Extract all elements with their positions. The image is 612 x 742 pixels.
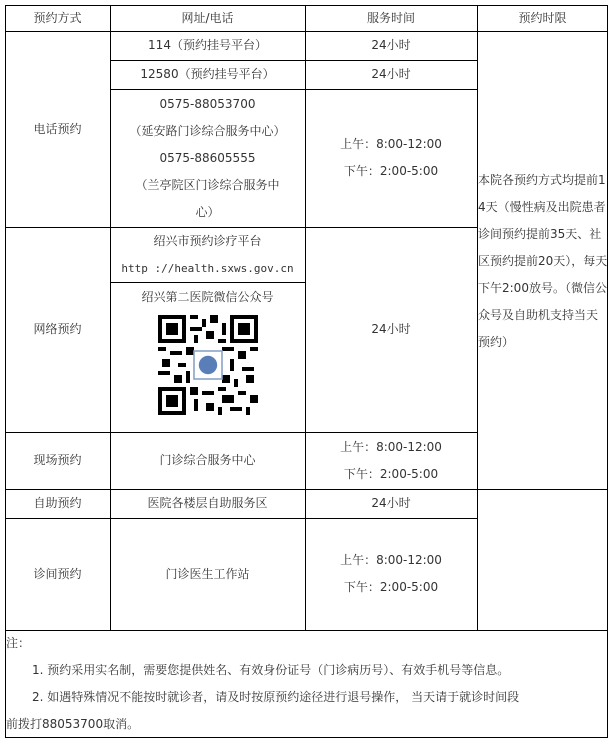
online-platform <box>110 227 305 282</box>
method-clinic <box>5 518 110 630</box>
platform-name: 绍兴市预约诊疗平台 <box>153 233 262 248</box>
notes-section <box>6 630 606 738</box>
note-item-2: 2. 如遇特殊情况不能按时就诊者，请及时按原预约途径进行退号操作， 当天请于就诊时间段 <box>32 690 520 704</box>
phone-lanting-center-cont: 心） <box>195 204 220 219</box>
online-wechat <box>110 282 305 432</box>
phone-time-114 <box>305 31 477 60</box>
method-onsite-label: 现场预约 <box>33 453 82 467</box>
phone-yanan-center: （延安路门诊综合服务中心） <box>129 123 286 138</box>
header-limit-label: 预约时限 <box>518 10 567 25</box>
clinic-place-text: 门诊医生工作站 <box>165 566 250 581</box>
phone-number-yanan: 0575-88053700 <box>159 96 256 111</box>
onsite-place-text: 门诊综合服务中心 <box>159 453 256 467</box>
notes-title: 注： <box>6 636 31 650</box>
qr-code-icon[interactable] <box>158 315 258 415</box>
method-onsite <box>5 432 110 489</box>
header-contact <box>110 5 305 31</box>
self-time <box>305 489 477 518</box>
onsite-hours-pm: 下午：2:00-5:00 <box>343 466 439 481</box>
onsite-time <box>305 432 477 489</box>
note-item-2-cont: 前拨打88053700取消。 <box>6 717 140 731</box>
onsite-place <box>110 432 305 489</box>
online-time <box>305 227 477 432</box>
method-clinic-label: 诊间预约 <box>33 566 82 581</box>
phone-12580-text: 12580（预约挂号平台） <box>140 67 275 81</box>
header-time-label: 服务时间 <box>366 10 415 25</box>
phone-contact-12580 <box>110 60 305 89</box>
header-method-label: 预约方式 <box>33 10 82 25</box>
clinic-hours-am: 上午：8:00-12:00 <box>340 553 442 567</box>
phone-hours-pm: 下午：2:00-5:00 <box>343 164 439 178</box>
header-method <box>5 5 110 31</box>
method-online <box>5 227 110 432</box>
self-hours: 24小时 <box>371 496 411 510</box>
phone-114-time: 24小时 <box>371 38 411 52</box>
wechat-label: 绍兴第二医院微信公众号 <box>141 290 274 304</box>
onsite-hours-am: 上午：8:00-12:00 <box>340 439 442 454</box>
clinic-hours-pm: 下午：2:00-5:00 <box>343 580 439 594</box>
note-item-1: 1. 预约采用实名制，需要您提供姓名、有效身份证号（门诊病历号）、有效手机号等信息。 <box>32 663 510 677</box>
platform-url[interactable]: http ://health.sxws.gov.cn <box>121 261 294 275</box>
phone-contact-centers <box>110 89 305 227</box>
phone-number-lanting: 0575-88605555 <box>159 150 256 165</box>
booking-limit-text: 本院各预约方式均提前14天（慢性病及出院患者诊间预约提前35天、社区预约提前20天），每天下午2:00放号。（微信公众号及自助机支持当天预约） <box>478 173 608 349</box>
phone-hours-am: 上午：8:00-12:00 <box>340 137 442 151</box>
clinic-place <box>110 518 305 630</box>
self-place-text: 医院各楼层自助服务区 <box>147 496 268 510</box>
method-phone <box>5 31 110 227</box>
header-time <box>305 5 477 31</box>
phone-time-12580 <box>305 60 477 89</box>
header-contact-label: 网址/电话 <box>181 10 234 25</box>
method-self-label: 自助预约 <box>33 496 82 510</box>
phone-time-centers <box>305 89 477 227</box>
clinic-time <box>305 518 477 630</box>
method-online-label: 网络预约 <box>33 322 82 336</box>
phone-contact-114 <box>110 31 305 60</box>
self-place <box>110 489 305 518</box>
method-phone-label: 电话预约 <box>33 121 82 136</box>
online-hours: 24小时 <box>371 322 411 336</box>
phone-12580-time: 24小时 <box>371 67 411 81</box>
header-limit <box>477 5 608 31</box>
phone-114-text: 114（预约挂号平台） <box>148 38 267 52</box>
phone-lanting-center: （兰亭院区门诊综合服务中 <box>135 177 280 192</box>
method-self <box>5 489 110 518</box>
